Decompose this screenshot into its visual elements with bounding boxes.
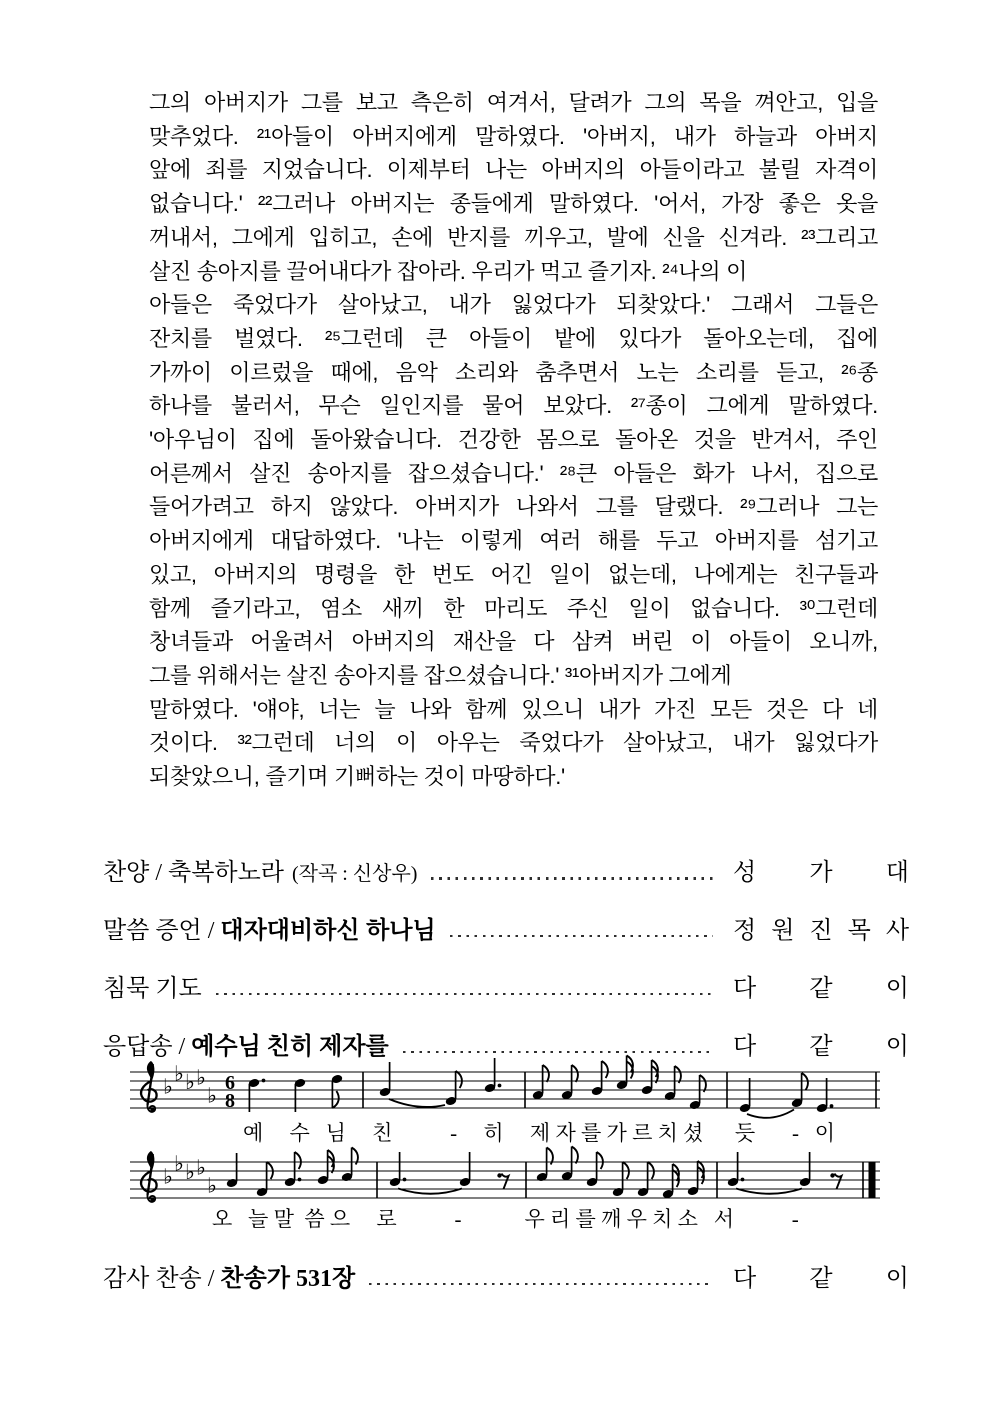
scripture-line: 그의 아버지가 그를 보고 측은히 여겨서, 달려가 그의 목을 껴안고, 입을 xyxy=(149,90,878,115)
order-item-label: 감사 찬송 / xyxy=(103,1266,221,1292)
scripture-passage xyxy=(149,86,878,794)
notes-measure-2 xyxy=(389,1152,526,1198)
key-signature-flats xyxy=(163,1152,217,1198)
notes-measure-3 xyxy=(536,1147,717,1200)
sermon-title: 대자대비하신 하나님 xyxy=(220,917,436,944)
lyrics-line-1: 예 수 님 친 - 히 제 자 를 가 르 치 셨 듯 - 이 xyxy=(243,1121,835,1145)
scripture-line: 잔치를 벌였다. ²⁵그런데 큰 아들이 밭에 있다가 돌아오는데, 집에 xyxy=(149,325,878,351)
svg-text:♭: ♭ xyxy=(174,1151,184,1176)
notes-measure-2 xyxy=(379,1058,525,1108)
eighth-rest xyxy=(497,1173,508,1189)
scripture-line: 들어가려고 하지 않았다. 아버지가 나와서 그를 달랬다. ²⁹그러나 그는 xyxy=(149,494,878,520)
scripture-line: 창녀들과 어울려서 아버지의 재산을 다 삼켜 버린 이 아들이 오니까, xyxy=(149,629,878,655)
svg-text:♭: ♭ xyxy=(163,1074,173,1099)
notes-measure-1 xyxy=(248,1072,363,1112)
performer-label: 다 같 이 xyxy=(733,1034,909,1060)
svg-text:♭: ♭ xyxy=(207,1173,217,1198)
time-signature xyxy=(225,1072,235,1112)
order-item-label: 찬양 / 축복하노라 xyxy=(103,860,284,886)
svg-text:♭: ♭ xyxy=(185,1070,195,1094)
performer-label: 다 같 이 xyxy=(733,976,909,1002)
key-signature-flats xyxy=(163,1062,217,1108)
svg-text:♭: ♭ xyxy=(163,1164,173,1189)
lyrics-line-2: 오 늘 말 씀 으 로 - 우 리 를 깨 우 치 소 서 - xyxy=(212,1207,799,1231)
svg-text:8: 8 xyxy=(225,1090,235,1112)
order-row-sermon xyxy=(103,914,909,948)
scripture-line: 살진 송아지를 끌어내다가 잡아라. 우리가 먹고 즐기자. ²⁴나의 이 xyxy=(149,258,748,284)
scripture-line: 되찾았으니, 즐기며 기뻐하는 것이 마땅하다.' xyxy=(149,764,565,790)
scripture-line: 아버지에게 대답하였다. '나는 이렇게 여러 해를 두고 아버지를 섬기고 xyxy=(149,528,878,554)
svg-text:♭: ♭ xyxy=(196,1065,206,1090)
scripture-line: '아우님이 집에 돌아왔습니다. 건강한 몸으로 돌아온 것을 반겨서, 주인 xyxy=(149,427,878,453)
scripture-line: 말하였다. '얘야, 너는 늘 나와 함께 있으니 내가 가진 모든 것은 다 네 xyxy=(149,696,878,722)
scripture-line: 어른께서 살진 송아지를 잡으셨습니다.' ²⁸큰 아들은 화가 나서, 집으로 xyxy=(149,460,878,486)
dotted-leader xyxy=(216,993,713,996)
eighth-rest xyxy=(830,1173,841,1189)
order-item-label: 응답송 / xyxy=(103,1034,192,1060)
dotted-leader xyxy=(431,877,713,880)
staff-lines xyxy=(130,1162,880,1198)
order-row-praise xyxy=(103,856,909,891)
svg-text:♭: ♭ xyxy=(185,1160,195,1184)
order-row-silent-prayer xyxy=(103,972,909,1006)
treble-clef-icon xyxy=(141,1151,157,1202)
scripture-line: 앞에 죄를 지었습니다. 이제부터 나는 아버지의 아들이라고 불릴 자격이 xyxy=(149,157,878,183)
svg-text:♭: ♭ xyxy=(174,1061,184,1086)
order-row-thanks-hymn xyxy=(103,1262,909,1296)
final-barline xyxy=(869,1162,876,1198)
staff-lines xyxy=(130,1072,880,1108)
music-staff-1 xyxy=(126,1052,884,1148)
notes-measure-4 xyxy=(739,1072,876,1118)
performer-label: 정 원 진 목 사 xyxy=(733,918,909,944)
svg-text:♭: ♭ xyxy=(196,1155,206,1180)
scripture-line: 함께 즐기라고, 염소 새끼 한 마리도 주신 일이 없습니다. ³⁰그런데 xyxy=(149,595,878,621)
scripture-line: 그를 위해서는 살진 송아지를 잡으셨습니다.' ³¹아버지가 그에게 xyxy=(149,662,732,688)
scripture-line: 있고, 아버지의 명령을 한 번도 어긴 일이 없는데, 나에게는 친구들과 xyxy=(149,561,878,587)
notes-measure-4 xyxy=(727,1152,876,1198)
performer-label: 다 같 이 xyxy=(733,1266,909,1292)
hymn-number: 찬송가 531장 xyxy=(220,1266,356,1292)
order-item-label: 말씀 증언 / xyxy=(103,918,221,944)
performer-label: 성 가 대 xyxy=(733,860,909,886)
notes-measure-3 xyxy=(532,1056,727,1111)
music-staff-2 xyxy=(126,1142,884,1238)
notes-measure-1 xyxy=(226,1148,377,1199)
dotted-leader xyxy=(450,935,713,938)
scripture-line: 없습니다.' ²²그러나 아버지는 종들에게 말하였다. '어서, 가장 좋은 옷을 xyxy=(149,191,878,217)
svg-text:6: 6 xyxy=(225,1072,235,1094)
scripture-line: 아들은 죽었다가 살아났고, 내가 잃었다가 되찾았다.' 그래서 그들은 xyxy=(149,292,878,318)
scripture-line: 것이다. ³²그런데 너의 이 아우는 죽었다가 살아났고, 내가 잃었다가 xyxy=(149,730,878,756)
scripture-line: 하나를 불러서, 무슨 일인지를 물어 보았다. ²⁷종이 그에게 말하였다. xyxy=(149,393,878,419)
svg-text:♭: ♭ xyxy=(207,1083,217,1108)
scripture-line: 맞추었다. ²¹아들이 아버지에게 말하였다. '아버지, 내가 하늘과 아버지 xyxy=(149,123,878,149)
scripture-line: 가까이 이르렀을 때에, 음악 소리와 춤추면서 노는 소리를 듣고, ²⁶종 xyxy=(149,359,878,385)
treble-clef-icon xyxy=(141,1061,157,1112)
dotted-leader xyxy=(369,1283,713,1286)
song-title: 예수님 친히 제자를 xyxy=(191,1034,389,1060)
order-item-label: 침묵 기도 xyxy=(103,976,202,1002)
composer-note: (작곡 : 신상우) xyxy=(291,863,418,885)
scripture-line: 꺼내서, 그에게 입히고, 손에 반지를 끼우고, 발에 신을 신겨라. ²³그리고 xyxy=(149,224,878,250)
